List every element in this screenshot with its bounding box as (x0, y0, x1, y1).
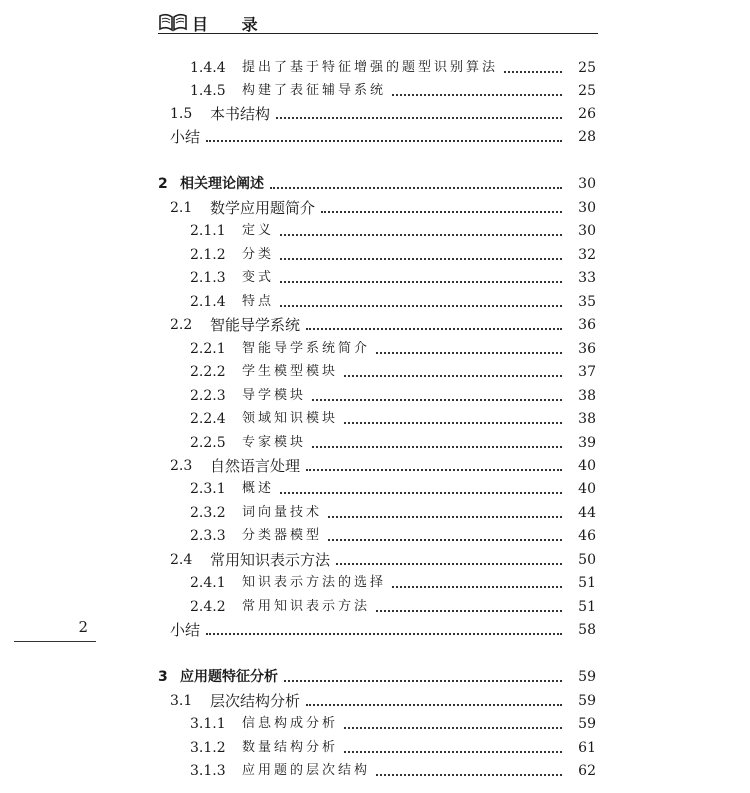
toc-entry-page: 39 (578, 435, 596, 451)
toc-entry-title: 分类器模型 (242, 528, 323, 543)
dot-leader (306, 328, 562, 330)
toc-entry-number: 2.3 (170, 458, 193, 474)
toc-entry (158, 665, 596, 687)
toc-entry-page: 28 (578, 129, 596, 145)
toc-entry-page: 37 (578, 364, 596, 380)
toc-entry-title: 小结 (170, 128, 201, 146)
toc-entry (190, 384, 596, 406)
toc-entry-number: 2.3.3 (190, 528, 226, 544)
toc-entry (190, 759, 596, 781)
toc-entry-title: 分类 (242, 247, 275, 262)
toc-entry-page: 30 (578, 200, 596, 216)
toc-entry-number: 3.1.1 (190, 716, 226, 732)
toc-entry (190, 407, 596, 429)
toc-entry-title: 数量结构分析 (242, 740, 339, 755)
toc-entry (190, 266, 596, 288)
dot-leader (280, 305, 562, 307)
toc-entry-number: 2.2.4 (190, 411, 226, 427)
toc-entry-number: 2.2.2 (190, 364, 226, 380)
toc-entry-page: 50 (578, 552, 596, 568)
toc-entry-page: 38 (578, 411, 596, 427)
toc-entry-title: 领域知识模块 (242, 411, 339, 426)
toc-entry-title: 智能导学系统简介 (242, 341, 371, 356)
toc-entry (190, 243, 596, 265)
toc-entry-page: 51 (578, 575, 596, 591)
dot-leader (504, 71, 562, 73)
toc-entry-title: 自然语言处理 (210, 457, 301, 475)
dot-leader (328, 516, 562, 518)
toc-entry-title: 数学应用题简介 (210, 199, 316, 217)
toc-entry-title: 常用知识表示方法 (210, 551, 331, 569)
toc-entry-page: 62 (578, 763, 596, 779)
toc-entry-number: 2.2.3 (190, 388, 226, 404)
toc-entry-title: 导学模块 (242, 388, 307, 403)
toc-entry-page: 58 (578, 622, 596, 638)
toc-entry (190, 360, 596, 382)
toc-entry-number: 2.1.4 (190, 294, 226, 310)
dot-leader (392, 94, 562, 96)
toc-entry-page: 38 (578, 388, 596, 404)
dot-leader (312, 446, 562, 448)
toc-entry-title: 词向量技术 (242, 505, 323, 520)
toc-entry-number: 1.4.5 (190, 83, 226, 99)
toc-entry-number: 3 (158, 669, 168, 685)
dot-leader (376, 774, 562, 776)
toc-entry-number: 2.2 (170, 317, 193, 333)
dot-leader (392, 586, 562, 588)
toc-entry-page: 36 (578, 317, 596, 333)
toc-entry-page: 30 (578, 176, 596, 192)
dot-leader (306, 704, 562, 706)
page-number (14, 618, 96, 642)
toc-entry-page: 33 (578, 270, 596, 286)
toc-entry (170, 618, 596, 640)
toc-entry-number: 2.2.5 (190, 435, 226, 451)
page-number-rule (14, 641, 96, 642)
toc-entry-page: 46 (578, 528, 596, 544)
toc-entry-page: 26 (578, 106, 596, 122)
dot-leader (336, 563, 562, 565)
toc-entry-title: 应用题的层次结构 (242, 763, 371, 778)
toc-entry (170, 196, 596, 218)
toc-entry (170, 102, 596, 124)
toc-entry-title: 智能导学系统 (210, 316, 301, 334)
dot-leader (312, 399, 562, 401)
toc-entry-number: 1.4.4 (190, 60, 226, 76)
toc-entry (190, 290, 596, 312)
dot-leader (270, 187, 562, 189)
dot-leader (321, 211, 562, 213)
dot-leader (306, 469, 562, 471)
toc-entry (190, 337, 596, 359)
toc-entry-title: 变式 (242, 270, 275, 285)
toc-entry-page: 30 (578, 223, 596, 239)
dot-leader (206, 633, 562, 635)
dot-leader (376, 352, 562, 354)
toc-entry-title: 本书结构 (210, 105, 271, 123)
toc-entry-title: 小结 (170, 621, 201, 639)
toc-entry (190, 524, 596, 546)
toc-entry-number: 3.1.3 (190, 763, 226, 779)
toc-entry-number: 3.1 (170, 693, 193, 709)
toc-entry-number: 1.5 (170, 106, 193, 122)
toc-entry (190, 571, 596, 593)
dot-leader (284, 680, 562, 682)
toc-entry (170, 548, 596, 570)
toc-entry-number: 2.1.3 (190, 270, 226, 286)
dot-leader (344, 751, 562, 753)
toc-entry (158, 172, 596, 194)
toc-entry (170, 313, 596, 335)
toc-entry-title: 知识表示方法的选择 (242, 575, 387, 590)
header-title: 目 录 (192, 15, 272, 34)
toc-entry (170, 125, 596, 147)
toc-entry (190, 79, 596, 101)
toc-entry (170, 454, 596, 476)
toc-entry-page: 59 (578, 669, 596, 685)
dot-leader (206, 140, 562, 142)
dot-leader (280, 258, 562, 260)
toc-entry (190, 501, 596, 523)
toc-entry-page: 32 (578, 247, 596, 263)
dot-leader (344, 422, 562, 424)
toc-entry-number: 2.3.2 (190, 505, 226, 521)
toc-entry-number: 3.1.2 (190, 740, 226, 756)
toc-entry-title: 专家模块 (242, 435, 307, 450)
toc-entry-title: 常用知识表示方法 (242, 599, 371, 614)
toc-entry (190, 431, 596, 453)
toc-entry-page: 61 (578, 740, 596, 756)
toc-entry-number: 2.4 (170, 552, 193, 568)
toc-entry-page: 51 (578, 599, 596, 615)
toc-entry-page: 35 (578, 294, 596, 310)
toc-entry-number: 2.1.2 (190, 247, 226, 263)
toc-entry-number: 2.3.1 (190, 481, 226, 497)
toc-entry-page: 25 (578, 60, 596, 76)
toc-entry (170, 689, 596, 711)
toc-entry-number: 2.4.1 (190, 575, 226, 591)
toc-entry-number: 2.1.1 (190, 223, 226, 239)
toc-entry-number: 2 (158, 176, 168, 192)
toc-entry (190, 736, 596, 758)
toc-entry-title: 构建了表征辅导系统 (242, 83, 387, 98)
toc-entry-page: 59 (578, 716, 596, 732)
toc-entry (190, 595, 596, 617)
dot-leader (280, 234, 562, 236)
toc-entry-page: 40 (578, 458, 596, 474)
toc-entry-title: 定义 (242, 223, 275, 238)
toc-entry (190, 712, 596, 734)
toc-entry-page: 25 (578, 83, 596, 99)
page-number-text: 2 (78, 618, 88, 636)
toc-entry-number: 2.1 (170, 200, 193, 216)
toc-entry-page: 36 (578, 341, 596, 357)
toc-entry (190, 219, 596, 241)
dot-leader (328, 539, 562, 541)
dot-leader (280, 492, 562, 494)
toc-entry-number: 2.4.2 (190, 599, 226, 615)
dot-leader (276, 117, 562, 119)
dot-leader (344, 727, 562, 729)
toc-entry-title: 特点 (242, 294, 275, 309)
dot-leader (376, 610, 562, 612)
dot-leader (280, 281, 562, 283)
toc-entry (190, 56, 596, 78)
toc-entry (190, 477, 596, 499)
toc-entry-title: 信息构成分析 (242, 716, 339, 731)
toc-entry-page: 44 (578, 505, 596, 521)
toc-entry-page: 40 (578, 481, 596, 497)
dot-leader (344, 375, 562, 377)
toc-entry-title: 应用题特征分析 (180, 669, 278, 685)
toc-entry-title: 层次结构分析 (210, 692, 301, 710)
toc-entry-title: 概述 (242, 481, 275, 496)
toc-entry-page: 59 (578, 693, 596, 709)
toc-entry-title: 学生模型模块 (242, 364, 339, 379)
toc-entry-title: 提出了基于特征增强的题型识别算法 (242, 60, 499, 75)
toc-entry-number: 2.2.1 (190, 341, 226, 357)
toc-entry-title: 相关理论阐述 (180, 176, 264, 192)
